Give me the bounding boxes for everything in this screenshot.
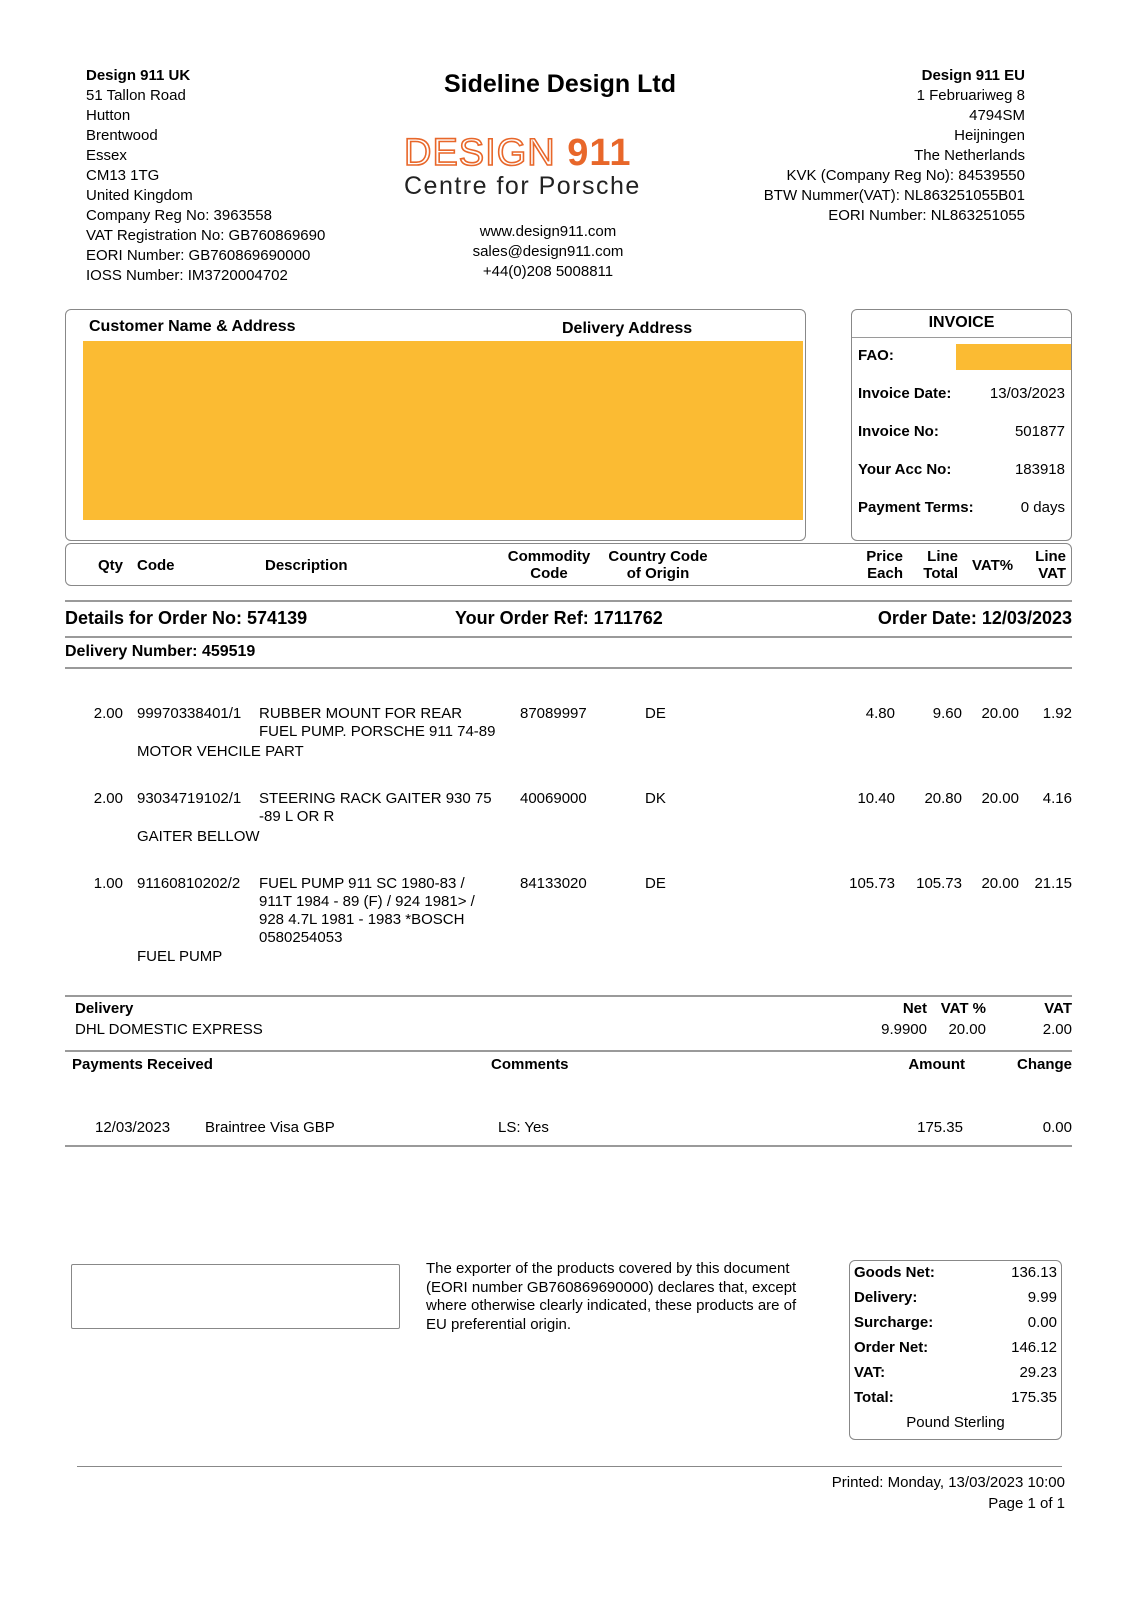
line-total-header-line: Line	[927, 548, 958, 565]
payment-change: 0.00	[1042, 1119, 1072, 1136]
item-description-line: STEERING RACK GAITER 930 75	[259, 790, 492, 807]
item-code: 99970338401/1	[137, 705, 242, 722]
payment-comment: LS: Yes	[498, 1119, 549, 1136]
item-note: GAITER BELLOW	[137, 828, 260, 845]
item-country: DK	[645, 790, 666, 807]
address-box	[65, 309, 806, 541]
code-header: Code	[137, 557, 175, 574]
country-header	[602, 548, 714, 582]
uk-address-line: Hutton	[86, 107, 131, 124]
item-line-total: 20.80	[924, 790, 962, 807]
eu-address-line: 4794SM	[969, 107, 1025, 124]
item-description-line: 911T 1984 - 89 (F) / 924 1981> /	[259, 893, 475, 910]
country-header-line: of Origin	[626, 565, 690, 582]
vat-total-row	[850, 1364, 1061, 1386]
declaration-line: (EORI number GB760869690000) declares that, except	[426, 1278, 797, 1296]
eu-address-line: Heijningen	[954, 127, 1025, 144]
item-description-line: FUEL PUMP 911 SC 1980-83 /	[259, 875, 465, 892]
line-vat-header-line: Line	[1035, 548, 1066, 565]
payment-terms-label: Payment Terms:	[858, 499, 974, 516]
goods-net-row	[850, 1264, 1061, 1286]
divider	[65, 636, 1072, 638]
acc-no-label: Your Acc No:	[858, 461, 952, 478]
divider	[65, 600, 1072, 602]
item-price-each: 4.80	[865, 705, 895, 722]
item-note: MOTOR VEHCILE PART	[137, 743, 304, 760]
customer-address-label: Customer Name & Address	[89, 318, 296, 335]
item-commodity-code: 87089997	[520, 705, 587, 722]
description-header: Description	[265, 557, 348, 574]
delivery-total-row	[850, 1289, 1061, 1311]
eu-btw-number: BTW Nummer(VAT): NL863251055B01	[763, 187, 1025, 204]
item-country: DE	[645, 875, 666, 892]
uk-vat-registration: VAT Registration No: GB760869690	[86, 227, 326, 244]
company-title: Sideline Design Ltd	[444, 70, 676, 98]
line-vat-header-line: VAT	[1038, 565, 1066, 582]
redacted-address-block	[83, 341, 803, 520]
eu-kvk-number: KVK (Company Reg No): 84539550	[786, 167, 1025, 184]
logo-911-text: 911	[567, 132, 632, 174]
order-number: Details for Order No: 574139	[65, 608, 308, 628]
item-note: FUEL PUMP	[137, 948, 223, 965]
vat-pct-header: VAT%	[972, 557, 1014, 574]
logo-tagline: Centre for Porsche	[404, 172, 641, 200]
items-table-header	[65, 543, 1072, 586]
eu-address-line: The Netherlands	[914, 147, 1025, 164]
declaration-line: where otherwise clearly indicated, these products are of	[426, 1297, 797, 1314]
commodity-header	[501, 548, 597, 582]
footer-divider	[77, 1466, 1062, 1467]
line-total-header	[923, 548, 958, 582]
item-code: 91160810202/2	[137, 875, 241, 892]
divider	[65, 1050, 1072, 1052]
invoice-date-row	[852, 385, 1071, 405]
payment-amount: 175.35	[917, 1119, 963, 1136]
invoice-no-row	[852, 423, 1071, 443]
grand-total-label: Total:	[854, 1389, 894, 1406]
item-description-line: 928 4.7L 1981 - 1983 *BOSCH	[259, 911, 465, 928]
declaration-line: The exporter of the products covered by this document	[426, 1260, 790, 1277]
payment-terms-value: 0 days	[1020, 499, 1065, 516]
comments-label: Comments	[491, 1056, 569, 1073]
invoice-box	[851, 309, 1072, 541]
item-commodity-code: 40069000	[520, 790, 587, 807]
grand-total-row	[850, 1389, 1061, 1411]
page-number: Page 1 of 1	[988, 1495, 1065, 1512]
order-net-row	[850, 1339, 1061, 1361]
item-country: DE	[645, 705, 666, 722]
uk-company-reg: Company Reg No: 3963558	[86, 207, 272, 224]
item-description-line: FUEL PUMP. PORSCHE 911 74-89	[259, 723, 496, 740]
eu-eori-number: EORI Number: NL863251055	[828, 207, 1025, 224]
item-line-vat: 1.92	[1042, 705, 1072, 722]
uk-address-line: Essex	[86, 147, 127, 164]
acc-no-row	[852, 461, 1071, 481]
eu-address	[764, 66, 1025, 226]
country-header-line: Country Code	[608, 548, 708, 565]
eu-address-line: 1 Februariweg 8	[916, 87, 1025, 104]
item-description-line: -89 L OR R	[259, 808, 335, 825]
acc-no-value: 183918	[1014, 461, 1065, 478]
qty-header: Qty	[98, 557, 124, 574]
delivery-vat-pct: 20.00	[948, 1021, 986, 1038]
delivery-vat: 2.00	[1042, 1021, 1072, 1038]
divider	[65, 1145, 1072, 1147]
design911-logo	[404, 134, 696, 204]
logo-design-text: DESIGN	[404, 132, 556, 174]
item-vat-pct: 20.00	[981, 790, 1019, 807]
commodity-header-line: Code	[530, 565, 568, 582]
item-line-vat: 21.15	[1034, 875, 1072, 892]
goods-net-value: 136.13	[1011, 1264, 1057, 1281]
uk-eori-number: EORI Number: GB760869690000	[86, 247, 311, 264]
invoice-no-value: 501877	[1014, 423, 1065, 440]
item-line-vat: 4.16	[1042, 790, 1072, 807]
item-description-line: RUBBER MOUNT FOR REAR	[259, 705, 463, 722]
declaration-line: EU preferential origin.	[426, 1315, 572, 1333]
surcharge-row	[850, 1314, 1061, 1336]
company-phone: +44(0)208 5008811	[482, 263, 614, 280]
line-vat-header	[1035, 548, 1066, 582]
order-net-value: 146.12	[1011, 1339, 1057, 1356]
delivery-number: Delivery Number: 459519	[65, 643, 256, 660]
invoice-date-value: 13/03/2023	[989, 385, 1065, 402]
item-line-total: 9.60	[932, 705, 962, 722]
uk-address-line: CM13 1TG	[86, 167, 160, 184]
commodity-header-line: Commodity	[507, 548, 591, 565]
delivery-total-value: 9.99	[1027, 1289, 1057, 1306]
item-line-total: 105.73	[916, 875, 962, 892]
item-qty: 1.00	[93, 875, 123, 892]
payment-method: Braintree Visa GBP	[205, 1119, 335, 1136]
invoice-title-divider	[852, 337, 1071, 338]
price-header	[866, 548, 903, 582]
surcharge-label: Surcharge:	[854, 1314, 934, 1331]
uk-address-line: 51 Tallon Road	[86, 87, 186, 104]
item-vat-pct: 20.00	[981, 705, 1019, 722]
delivery-net-label: Net	[902, 1000, 927, 1017]
redacted-fao	[956, 344, 1071, 370]
delivery-label: Delivery	[75, 1000, 134, 1017]
fao-label: FAO:	[858, 347, 894, 364]
payment-date: 12/03/2023	[95, 1119, 171, 1136]
company-website[interactable]: www.design911.com	[479, 223, 617, 240]
uk-company-name: Design 911 UK	[86, 67, 191, 84]
amount-label: Amount	[908, 1056, 965, 1073]
invoice-no-label: Invoice No:	[858, 423, 939, 440]
payments-label: Payments Received	[72, 1056, 213, 1073]
item-commodity-code: 84133020	[520, 875, 587, 892]
divider	[65, 667, 1072, 669]
uk-address-line: United Kingdom	[86, 187, 193, 204]
delivery-vat-label: VAT	[1044, 1000, 1072, 1017]
surcharge-value: 0.00	[1027, 1314, 1057, 1331]
currency-label: Pound Sterling	[906, 1414, 1005, 1431]
item-qty: 2.00	[93, 790, 123, 807]
printed-timestamp: Printed: Monday, 13/03/2023 10:00	[831, 1474, 1065, 1491]
invoice-title: INVOICE	[928, 314, 995, 331]
grand-total-value: 175.35	[1011, 1389, 1057, 1406]
vat-total-value: 29.23	[1019, 1364, 1057, 1381]
uk-address	[86, 66, 325, 286]
eu-company-name: Design 911 EU	[921, 67, 1025, 84]
order-net-label: Order Net:	[854, 1339, 929, 1356]
company-contacts	[400, 222, 696, 282]
divider	[65, 995, 1072, 997]
uk-ioss-number: IOSS Number: IM3720004702	[86, 267, 288, 284]
item-description-line: 0580254053	[259, 929, 343, 946]
delivery-total-label: Delivery:	[854, 1289, 918, 1306]
change-label: Change	[1016, 1056, 1072, 1073]
invoice-date-label: Invoice Date:	[858, 385, 952, 402]
payment-terms-row	[852, 499, 1071, 519]
totals-box	[849, 1260, 1062, 1440]
price-header-line: Each	[867, 565, 903, 582]
delivery-address-label: Delivery Address	[562, 320, 693, 337]
uk-address-line: Brentwood	[86, 127, 158, 144]
delivery-net: 9.9900	[881, 1021, 927, 1038]
item-price-each: 10.40	[857, 790, 895, 807]
item-price-each: 105.73	[849, 875, 895, 892]
export-declaration	[426, 1260, 796, 1334]
delivery-vat-pct-label: VAT %	[940, 1000, 986, 1017]
goods-net-label: Goods Net:	[854, 1264, 935, 1281]
line-total-header-line: Total	[923, 565, 958, 582]
order-date: Order Date: 12/03/2023	[877, 608, 1072, 628]
blank-box	[71, 1264, 400, 1329]
price-header-line: Price	[866, 548, 903, 565]
company-email[interactable]: sales@design911.com	[472, 243, 624, 260]
customer-order-ref: Your Order Ref: 1711762	[455, 608, 663, 628]
item-vat-pct: 20.00	[981, 875, 1019, 892]
delivery-method: DHL DOMESTIC EXPRESS	[75, 1021, 263, 1038]
item-qty: 2.00	[93, 705, 123, 722]
vat-total-label: VAT:	[854, 1364, 886, 1381]
item-code: 93034719102/1	[137, 790, 242, 807]
